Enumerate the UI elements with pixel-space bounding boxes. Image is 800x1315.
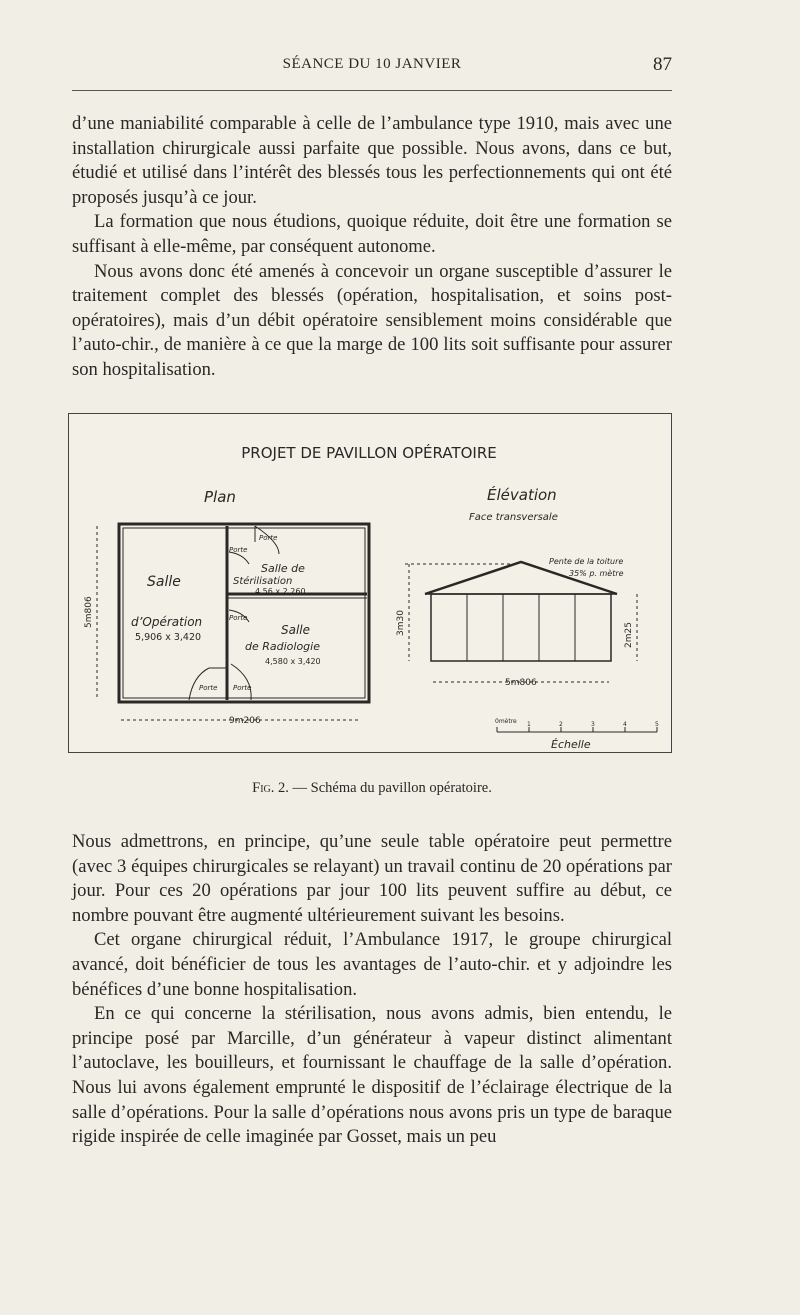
- scale-tick-label: 4: [623, 721, 627, 728]
- paragraph: En ce qui concerne la stérilisation, nous avons admis, bien entendu, le principe posé par Marcille, d’un générateur à vapeur distinct alimentant l’autoclave, les bouilleurs, et fournissant le chauffage de la salle d’opération. Nous lui avons également emprunté le dispositif de l’éclairage électrique de la salle d’opérations. Pour la salle d’opérations nous avons pris un type de baraque rigide inspirée de celle imaginée par Gosset, mais un peu: [72, 1003, 672, 1148]
- room-sterilisation-dims: 4,56 x 2,260: [255, 587, 306, 596]
- plan-width-dimension: 9m206: [229, 716, 261, 726]
- figure-pavillon: [68, 413, 672, 753]
- room-sterilisation-label-2: Stérilisation: [233, 576, 293, 587]
- scale-tick-label: 2: [559, 721, 563, 728]
- scale-tick-label: 5: [655, 721, 659, 728]
- paragraph: La formation que nous étudions, quoique réduite, doit être une formation se suffisant à elle-même, par conséquent autonome.: [72, 211, 672, 257]
- elevation-wall-height: 2m25: [624, 622, 634, 648]
- figure-title: PROJET DE PAVILLON OPÉRATOIRE: [241, 444, 497, 462]
- room-sterilisation-label-1: Salle de: [261, 562, 305, 575]
- roof-slope-label-2: 35% p. mètre: [569, 569, 624, 578]
- paragraph: d’une maniabilité comparable à celle de l’ambulance type 1910, mais avec une installation chirurgicale aussi parfaite que possible. Nous avons, dans ce but, étudié et utilisé dans l’intérêt des blessés tous les perfectionnements qui ont été proposés jusqu’à ce jour.: [72, 113, 672, 208]
- body-text-top: [72, 112, 672, 383]
- door-label: Porte: [259, 534, 278, 542]
- paragraph: Cet organe chirurgical réduit, l’Ambulance 1917, le groupe chirurgical avancé, doit bénéficier de tous les avantages de l’auto-chir. et y adjoindre les bénéfices d’une bonne hospitalisation.: [72, 929, 672, 1000]
- scale-tick-label: 1: [527, 721, 531, 728]
- room-operation-label-1: Salle: [147, 574, 181, 590]
- scale-bar: [497, 727, 657, 732]
- figure-drawing: [69, 414, 673, 754]
- room-radiology-label-2: de Radiologie: [245, 640, 320, 653]
- door-label: Porte: [229, 546, 248, 554]
- room-radiology-label-1: Salle: [281, 623, 311, 637]
- scale-tick-label: 3: [591, 721, 595, 728]
- running-title: SÉANCE DU 10 JANVIER: [282, 56, 462, 72]
- room-radiology-dims: 4,580 x 3,420: [265, 657, 321, 666]
- body-text-bottom: [72, 830, 672, 1150]
- caption-fig-label: Fig. 2.: [252, 780, 289, 796]
- paragraph: Nous admettrons, en principe, qu’une seule table opératoire peut permettre (avec 3 équipes chirurgicales se relayant) un travail continu de 20 opérations par jour. Pour ces 20 opérations par jour 100 lits peuvent suffire au début, ce nombre pouvant être augmenté ultérieurement suivant les besoins.: [72, 831, 672, 926]
- elevation-drawing: [405, 562, 637, 682]
- scale-unit-label: 0mètre: [495, 718, 517, 725]
- roof-slope-label-1: Pente de la toiture: [549, 557, 624, 566]
- door-label: Porte: [229, 614, 248, 622]
- room-operation-dims: 5,906 x 3,420: [135, 632, 202, 643]
- door-label: Porte: [199, 684, 218, 692]
- header-rule: [72, 90, 672, 91]
- elevation-width-dimension: 5m806: [505, 678, 537, 688]
- caption-text: — Schéma du pavillon opératoire.: [292, 780, 492, 796]
- room-operation-label-2: d’Opération: [131, 615, 203, 629]
- scale-label: Échelle: [551, 738, 591, 751]
- door-label: Porte: [233, 684, 252, 692]
- plan-label: Plan: [204, 488, 236, 506]
- page-header: [72, 52, 672, 78]
- figure-caption: [72, 780, 672, 797]
- elevation-height-total: 3m30: [396, 610, 406, 636]
- elevation-sublabel: Face transversale: [469, 512, 558, 523]
- paragraph: Nous avons donc été amenés à concevoir un organe susceptible d’assurer le traitement complet des blessés (opération, hospitalisation, et soins post-opératoires), mais d’un débit opératoire sensiblement moins considérable que l’auto-chir., de manière à ce que la marge de 100 lits soit suffisante pour assurer son hospitalisation.: [72, 260, 672, 380]
- page-number: 87: [653, 54, 672, 75]
- elevation-label: Élévation: [487, 486, 557, 504]
- plan-depth-dimension: 5m806: [84, 596, 94, 628]
